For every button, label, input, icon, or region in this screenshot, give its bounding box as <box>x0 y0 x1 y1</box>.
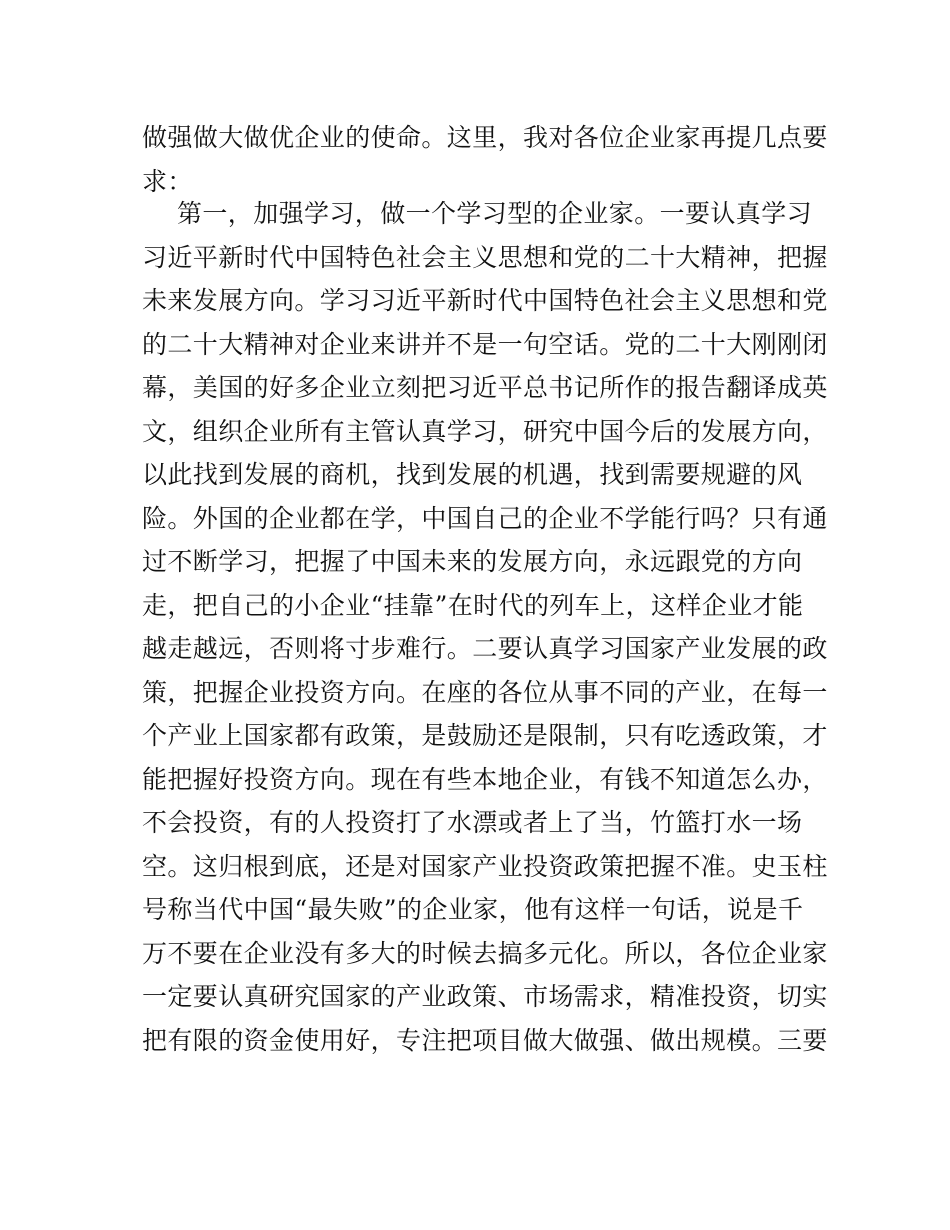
text-line: 越走越远，否则将寸步难行。二要认真学习国家产业发展的政 <box>142 634 828 663</box>
text-line: 走，把自己的小企业“挂靠”在时代的列车上，这样企业才能 <box>142 590 804 620</box>
text-line: 个产业上国家都有政策，是鼓励还是限制，只有吃透政策，才 <box>142 721 828 750</box>
text-line: 以此找到发展的商机，找到发展的机遇，找到需要规避的风 <box>142 460 803 489</box>
text-line: 一定要认真研究国家的产业政策、市场需求，精准投资，切实 <box>142 982 828 1011</box>
text-line: 不会投资，有的人投资打了水漂或者上了当，竹篮打水一场 <box>142 808 803 837</box>
text-line: 能把握好投资方向。现在有些本地企业，有钱不知道怎么办， <box>142 764 828 794</box>
text-line: 号称当代中国“最失败”的企业家，他有这样一句话，说是千 <box>142 895 804 924</box>
text-line: 幕，美国的好多企业立刻把习近平总书记所作的报告翻译成英 <box>142 373 828 402</box>
text-line: 空。这归根到底，还是对国家产业投资政策把握不准。史玉柱 <box>142 851 828 881</box>
paragraph-intro <box>142 116 828 203</box>
text-line: 求： <box>142 166 193 196</box>
text-line: 习近平新时代中国特色社会主义思想和党的二十大精神，把握 <box>142 242 828 272</box>
text-line: 文，组织企业所有主管认真学习，研究中国今后的发展方向， <box>142 416 828 446</box>
text-line: 第一，加强学习，做一个学习型的企业家。一要认真学习 <box>177 199 813 228</box>
text-line: 策，把握企业投资方向。在座的各位从事不同的产业，在每一 <box>142 677 828 707</box>
text-line: 把有限的资金使用好，专注把项目做大做强、做出规模。三要 <box>142 1025 828 1055</box>
text-line: 过不断学习，把握了中国未来的发展方向，永远跟党的方向 <box>142 547 803 576</box>
text-line: 险。外国的企业都在学，中国自己的企业不学能行吗？只有通 <box>142 503 828 533</box>
text-line: 做强做大做优企业的使命。这里，我对各位企业家再提几点要 <box>142 123 828 152</box>
text-line: 的二十大精神对企业来讲并不是一句空话。党的二十大刚刚闭 <box>142 329 828 359</box>
text-line: 未来发展方向。学习习近平新时代中国特色社会主义思想和党 <box>142 286 828 315</box>
text-line: 万不要在企业没有多大的时候去搞多元化。所以，各位企业家 <box>142 938 828 968</box>
paragraph-first-point <box>142 192 828 1062</box>
